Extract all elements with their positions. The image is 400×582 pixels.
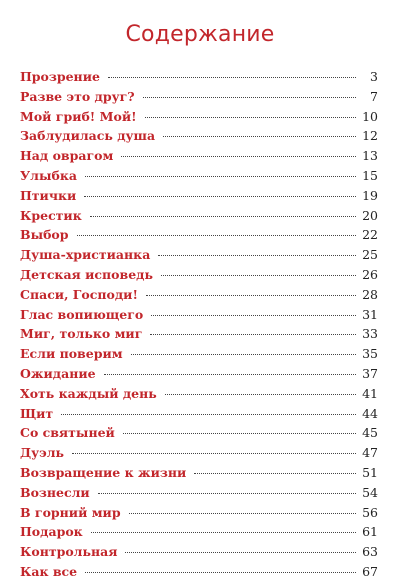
dot-leader bbox=[143, 97, 356, 98]
toc-entry[interactable] bbox=[20, 503, 378, 523]
toc-entry-page-number: 31 bbox=[362, 306, 378, 322]
toc-entry-page-number: 45 bbox=[362, 425, 378, 441]
toc-entry[interactable] bbox=[20, 404, 378, 424]
toc-entry-title: Ожидание bbox=[20, 365, 96, 381]
toc-entry-page-number: 3 bbox=[370, 69, 378, 84]
toc-entry[interactable] bbox=[20, 305, 378, 325]
dot-leader bbox=[85, 572, 356, 573]
toc-entry-title: Если поверим bbox=[20, 346, 123, 362]
dot-leader bbox=[123, 433, 356, 434]
toc-entry[interactable] bbox=[20, 166, 378, 186]
dot-leader bbox=[145, 117, 356, 118]
toc-entry[interactable] bbox=[20, 443, 378, 463]
toc-entry-page-number: 19 bbox=[362, 187, 378, 203]
toc-entry-title: Спаси, Господи! bbox=[20, 286, 138, 302]
toc-entry[interactable] bbox=[20, 542, 378, 562]
toc-entry-title: Птички bbox=[20, 187, 77, 203]
dot-leader bbox=[161, 275, 356, 276]
toc-entry[interactable] bbox=[20, 384, 378, 404]
toc-entry[interactable] bbox=[20, 285, 378, 305]
dot-leader bbox=[163, 136, 356, 137]
toc-entry-page-number: 7 bbox=[370, 88, 378, 104]
toc-entry-page-number: 35 bbox=[362, 346, 378, 362]
dot-leader bbox=[61, 414, 356, 415]
toc-entry-title: Щит bbox=[20, 405, 54, 421]
toc-entry[interactable] bbox=[20, 186, 378, 206]
dot-leader bbox=[150, 334, 356, 335]
toc-entry[interactable] bbox=[20, 324, 378, 344]
toc-entry-page-number: 13 bbox=[362, 148, 378, 164]
toc-entry-title: Хоть каждый день bbox=[20, 385, 157, 401]
toc-entry-page-number: 51 bbox=[362, 464, 378, 480]
dot-leader bbox=[77, 235, 356, 236]
toc-entry-title: В горний мир bbox=[20, 504, 121, 520]
toc-entry[interactable] bbox=[20, 225, 378, 245]
dot-leader bbox=[90, 216, 356, 217]
toc-entry-page-number: 28 bbox=[362, 286, 378, 302]
dot-leader bbox=[151, 315, 356, 316]
page-title: Содержание bbox=[125, 22, 275, 47]
toc-entry[interactable] bbox=[20, 344, 378, 364]
toc-entry-title: Разве это друг? bbox=[20, 88, 135, 104]
toc-entry-page-number: 54 bbox=[362, 484, 378, 500]
toc-entry-page-number: 10 bbox=[362, 108, 378, 124]
toc-entry-title: Душа-христианка bbox=[20, 247, 151, 263]
toc-entry[interactable] bbox=[20, 146, 378, 166]
dot-leader bbox=[91, 532, 356, 533]
dot-leader bbox=[146, 295, 356, 296]
toc-entry-title: Прозрение bbox=[20, 69, 100, 84]
toc-entry-title: Миг, только миг bbox=[20, 326, 143, 342]
toc-entry-page-number: 12 bbox=[362, 128, 378, 144]
toc-entry[interactable] bbox=[20, 107, 378, 127]
toc-entry[interactable] bbox=[20, 562, 378, 582]
toc-entry-title: Заблудилась душа bbox=[20, 128, 156, 144]
dot-leader bbox=[194, 473, 356, 474]
toc-entry-page-number: 15 bbox=[362, 167, 378, 183]
toc-entry[interactable] bbox=[20, 265, 378, 285]
toc-entry-title: Как все bbox=[20, 563, 78, 579]
toc-entry[interactable] bbox=[20, 67, 378, 87]
dot-leader bbox=[84, 196, 356, 197]
toc-entry-title: Дуэль bbox=[20, 445, 65, 461]
table-of-contents bbox=[20, 67, 378, 582]
dot-leader bbox=[104, 374, 356, 375]
toc-entry[interactable] bbox=[20, 245, 378, 265]
toc-entry-title: Подарок bbox=[20, 524, 83, 540]
toc-entry-page-number: 67 bbox=[362, 563, 378, 579]
toc-entry-page-number: 33 bbox=[362, 326, 378, 342]
toc-entry-page-number: 47 bbox=[362, 445, 378, 461]
dot-leader bbox=[158, 255, 356, 256]
toc-entry-page-number: 22 bbox=[362, 227, 378, 243]
toc-entry-title: Вознесли bbox=[20, 484, 90, 500]
dot-leader bbox=[121, 156, 356, 157]
dot-leader bbox=[108, 77, 356, 78]
dot-leader bbox=[72, 453, 356, 454]
toc-entry[interactable] bbox=[20, 87, 378, 107]
toc-entry-page-number: 20 bbox=[362, 207, 378, 223]
toc-entry-title: Мой гриб! Мой! bbox=[20, 108, 137, 124]
toc-entry-title: Возвращение к жизни bbox=[20, 464, 187, 480]
toc-entry-page-number: 37 bbox=[362, 365, 378, 381]
toc-entry-title: Со святыней bbox=[20, 425, 115, 441]
toc-entry[interactable] bbox=[20, 364, 378, 384]
toc-entry-title: Улыбка bbox=[20, 167, 77, 183]
toc-entry[interactable] bbox=[20, 483, 378, 503]
toc-entry[interactable] bbox=[20, 206, 378, 226]
dot-leader bbox=[98, 493, 356, 494]
dot-leader bbox=[125, 552, 356, 553]
toc-entry-page-number: 26 bbox=[362, 266, 378, 282]
toc-entry-page-number: 41 bbox=[362, 385, 378, 401]
toc-entry-title: Детская исповедь bbox=[20, 266, 153, 282]
toc-entry[interactable] bbox=[20, 463, 378, 483]
toc-entry-page-number: 44 bbox=[362, 405, 378, 421]
dot-leader bbox=[85, 176, 356, 177]
toc-entry-title: Выбор bbox=[20, 227, 69, 243]
dot-leader bbox=[165, 394, 356, 395]
toc-entry-page-number: 61 bbox=[362, 524, 378, 540]
toc-entry-title: Крестик bbox=[20, 207, 82, 223]
dot-leader bbox=[131, 354, 356, 355]
toc-entry-page-number: 25 bbox=[362, 247, 378, 263]
toc-entry-page-number: 63 bbox=[362, 544, 378, 560]
toc-entry[interactable] bbox=[20, 522, 378, 542]
toc-entry-page-number: 56 bbox=[362, 504, 378, 520]
toc-entry-title: Контрольная bbox=[20, 544, 118, 560]
toc-entry[interactable] bbox=[20, 423, 378, 443]
toc-entry-title: Глас вопиющего bbox=[20, 306, 144, 322]
toc-entry-title: Над оврагом bbox=[20, 148, 114, 164]
dot-leader bbox=[129, 513, 356, 514]
toc-entry[interactable] bbox=[20, 126, 378, 146]
